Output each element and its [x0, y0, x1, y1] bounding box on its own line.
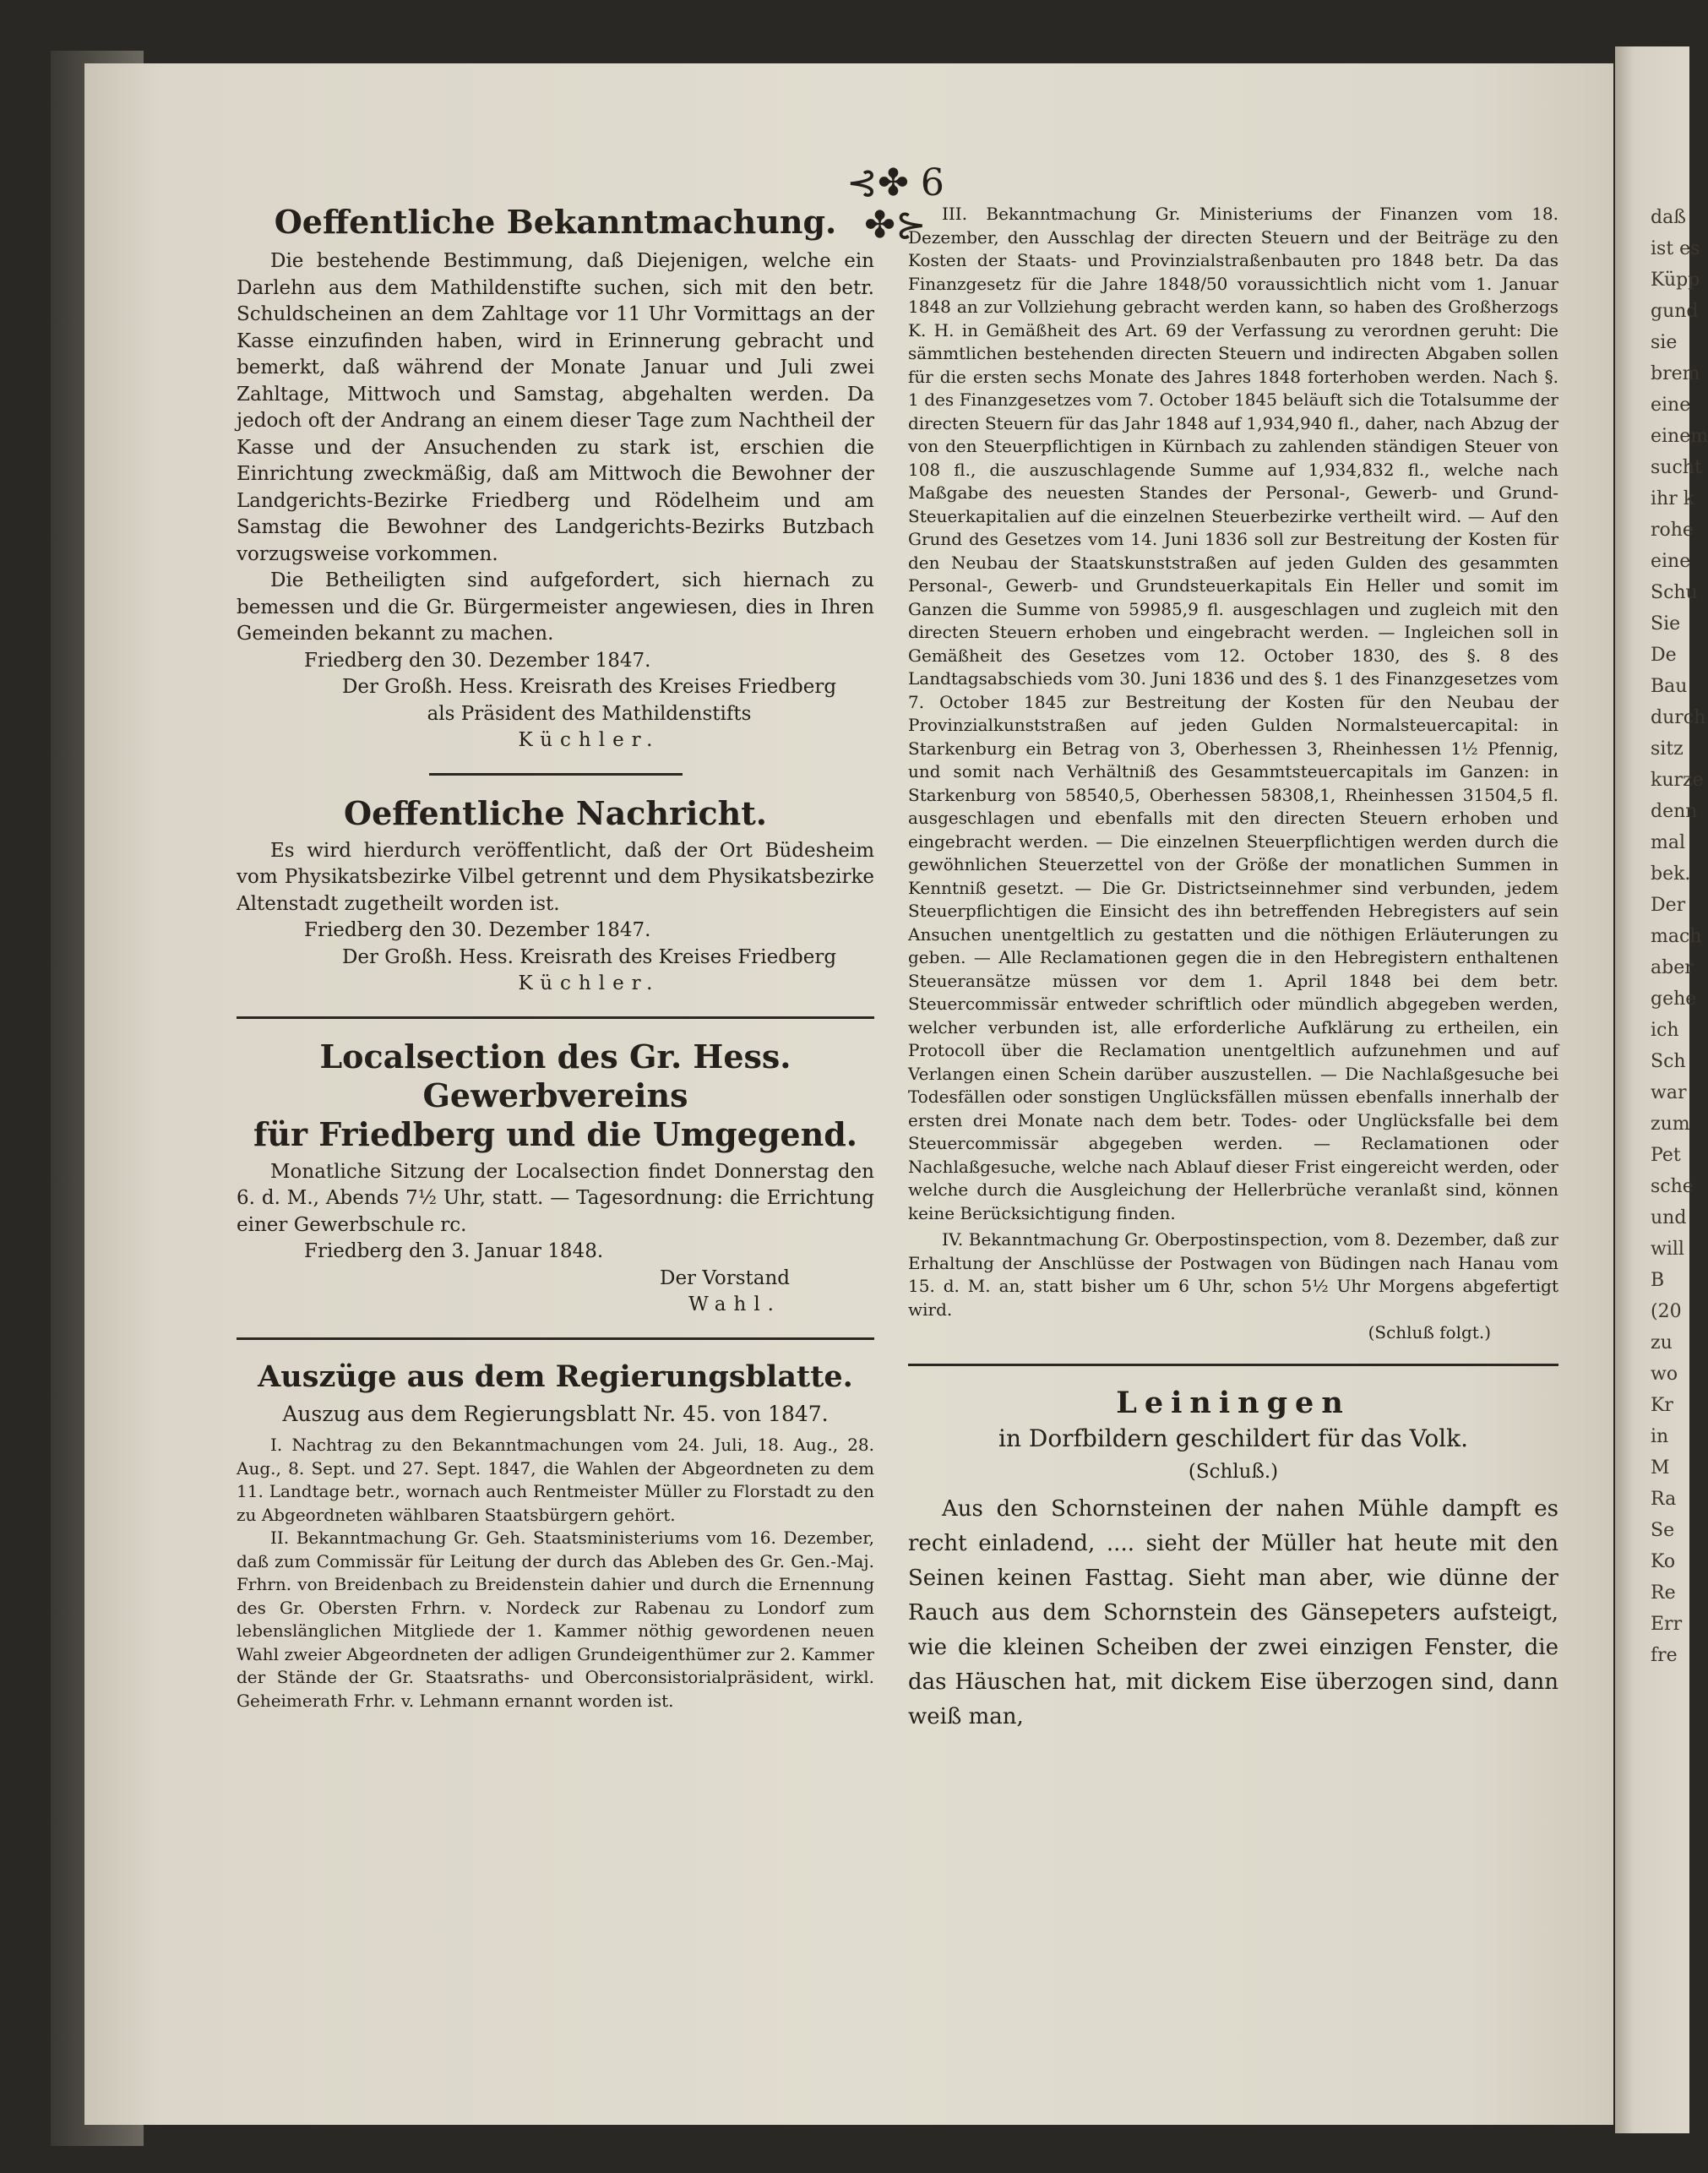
- next-page-fragment: brem: [1651, 363, 1700, 384]
- notice3-dateline: Friedberg den 3. Januar 1848.: [304, 1240, 604, 1262]
- header-ornament-right: ✤⊱: [864, 204, 927, 247]
- next-page-fragment: ist es: [1651, 238, 1700, 259]
- left-column: [237, 203, 874, 1713]
- next-page-fragment: Pet: [1651, 1145, 1681, 1166]
- next-page-fragment: M: [1651, 1457, 1670, 1479]
- story-title: Leiningen: [1116, 1385, 1351, 1420]
- next-page-fragment: Sie: [1651, 613, 1681, 634]
- divider: [237, 1337, 874, 1340]
- next-page-fragment: einem: [1651, 426, 1708, 447]
- next-page-fragment: Ko: [1651, 1551, 1676, 1572]
- next-page-fragment: (20: [1651, 1301, 1682, 1322]
- next-page-fragment: ihr k: [1651, 488, 1695, 509]
- excerpts-title: Auszüge aus dem Regierungsblatte.: [258, 1359, 853, 1394]
- notice1-paragraph1: Die bestehende Bestimmung, daß Diejenigen, welche ein Darlehn aus dem Mathildenstifte suchen, sich mit den betr. Schuldscheinen an dem Zahltage vor 11 Uhr Vormittags an der Kasse einzufinden haben, wird in Erinnerung gebracht und bemerkt, daß während der Monate Januar und Juli zwei Zahltage, Mittwoch und Samstag, abgehalten werden. Da jedoch oft der Andrang an einem dieser Tage zum Nachtheil der Kasse und der Ansuchenden zu stark ist, erschien die Einrichtung zweckmäßig, daß am Mittwoch die Bewohner der Landgerichts-Bezirke Friedberg und Rödelheim und am Samstag die Bewohner des Landgerichts-Bezirks Butzbach vorzugsweise vorkommen.: [237, 250, 874, 565]
- next-page-fragment: Küpp: [1651, 270, 1700, 291]
- next-page-fragment: Se: [1651, 1520, 1675, 1541]
- next-page-fragment: rohe: [1651, 520, 1694, 541]
- next-page-fragment: Err: [1651, 1614, 1683, 1635]
- next-page-fragment: wo: [1651, 1364, 1678, 1385]
- next-page-fragment: sie: [1651, 332, 1678, 353]
- next-page-fragment: zum: [1651, 1114, 1690, 1135]
- excerpt-item4: IV. Bekanntmachung Gr. Oberpostinspection, vom 8. Dezember, daß zur Erhaltung der Anschlüsse der Postwagen von Büdingen nach Hanau vom 15. d. M. an, statt bisher um 6 Uhr, schon 5½ Uhr Morgens abgefertigt wird.: [908, 1229, 1558, 1320]
- notice1-paragraph2: Die Betheiligten sind aufgefordert, sich hiernach zu bemessen und die Gr. Bürgermeister angewiesen, dies in Ihren Gemeinden bekannt zu machen.: [237, 569, 874, 645]
- next-page-fragment: B: [1651, 1270, 1665, 1291]
- notice2-dateline: Friedberg den 30. Dezember 1847.: [304, 919, 651, 941]
- excerpt-item3: III. Bekanntmachung Gr. Ministeriums der Finanzen vom 18. Dezember, den Ausschlag der directen Steuern und der Beiträge zu den Kosten der Staats- und Provinzialstraßenbauten pro 1848 betr. Da das Finanzgesetz für die Jahre 1848/50 voraussichtlich nicht vom 1. Januar 1848 an zur Vollziehung gebracht werden kann, so haben des Großherzogs K. H. in Gemäßheit des Art. 69 der Verfassung zu verordnen geruht: Die sämmtlichen bestehenden directen Steuern und indirecten Abgaben sollen für die ersten sechs Monate des Jahres 1848 forterhoben werden. Nach §. 1 des Finanzgesetzes vom 7. October 1845 beläuft sich die Totalsumme der directen Steuern für das Jahr 1848 auf 1,934,940 fl., daher, nach Abzug der von den Steuerpflichtigen in Kürnbach zu zahlenden ständigen Steuer von 108 fl., die auszuschlagende Summe auf 1,934,832 fl., welche nach Maßgabe des neuesten Standes der Personal-, Gewerb- und Grund-Steuerkapitalien auf die einzelnen Steuerbezirke vertheilt wird. — Auf den Grund des Gesetzes vom 14. Juni 1836 soll zur Bestreitung der Kosten für den Neubau der Staatskunststraßen auf jeden Gulden des gesammten Personal-, Gewerb- und Grundsteuerkapitals Ein Heller und somit im Ganzen die Summe von 59985,9 fl. ausgeschlagen und zugleich mit den directen Steuern erhoben und eingebracht werden. — Ingleichen soll in Gemäßheit des Gesetzes vom 12. October 1830, des §. 8 des Landtagsabschieds vom 30. Juni 1836 und des §. 1 des Finanzgesetzes vom 7. October 1845 zur Bestreitung der Kosten für den Neubau der Provinzialkunststraßen auf jeden Gulden Normalsteuercapital: in Starkenburg ein Betrag von 3, Oberhessen 3, Rheinhessen 1½ Pfennig, und somit nach Verhältniß des Gesammtsteuercapitals im Ganzen: in Starkenburg von 58540,5, Oberhessen 58308,1, Rheinhessen 31504,5 fl. ausgeschlagen und ebenfalls mit den directen Steuern erhoben und eingebracht werden. — Die einzelnen Steuerpflichtigen werden durch die gewöhnlichen Steuerzettel von der Größe der monatlichen Summen in Kenntniß gesetzt. — Die Gr. Districtseinnehmer sind verbunden, jedem Steuerpflichtigen die Einsicht des ihn betreffenden Hebregisters auf sein Ansuchen unentgeltlich zu gestatten und die nöthigen Erläuterungen zu geben. — Alle Reclamationen gegen die in den Hebregistern enthaltenen Steueransätze müssen vor dem 1. April 1848 bei dem betr. Steuercommissär entweder schriftlich oder mündlich abgegeben werden, welcher verbunden ist, alle erforderliche Aufklärung zu ertheilen, ein Protocoll über die Reclamation unentgeltlich aufzunehmen und auf Verlangen einen Schein darüber auszustellen. — Die Nachlaßgesuche bei Todesfällen oder sonstigen Unglücksfällen müssen ebenfalls innerhalb der ersten drei Monate nach dem betr. Todes- oder Unglücksfalle bei dem Steuercommissär abgegeben werden. — Reclamationen oder Nachlaßgesuche, welche nach Ablauf dieser Frist eingereicht werden, oder welche durch die Ausgleichung der Hellerbrüche veranlaßt sind, können keine Berücksichtigung finden.: [908, 204, 1558, 1223]
- next-page-fragment: gund: [1651, 301, 1699, 322]
- next-page-fragment: Ra: [1651, 1489, 1677, 1510]
- next-page-fragment: sitz: [1651, 738, 1684, 760]
- excerpts-section: [237, 1359, 874, 1713]
- next-page-fragment: De: [1651, 645, 1677, 666]
- next-page-fragment: in: [1651, 1426, 1669, 1447]
- notice1-signature2: als Präsident des Mathildenstifts: [427, 702, 752, 725]
- next-page-fragment: gehe: [1651, 988, 1697, 1010]
- notice2-paragraph: Es wird hierdurch veröffentlicht, daß der Ort Büdesheim vom Physikatsbezirke Vilbel getrennt und dem Physikatsbezirke Altenstadt zugetheilt worden ist.: [237, 839, 874, 915]
- notice3-title-line2: für Friedberg und die Umgegend.: [253, 1114, 858, 1153]
- notice3-paragraph: Monatliche Sitzung der Localsection findet Donnerstag den 6. d. M., Abends 7½ Uhr, statt. — Tagesordnung: die Errichtung einer Gewerbschule rc.: [237, 1160, 874, 1236]
- notice1-dateline: Friedberg den 30. Dezember 1847.: [304, 649, 651, 672]
- story-subtitle: in Dorfbildern geschildert für das Volk.: [998, 1424, 1468, 1452]
- notice1-title: Oeffentliche Bekanntmachung.: [274, 203, 837, 241]
- header-ornament-left: ⊰✤: [846, 161, 909, 204]
- next-page-fragment: und: [1651, 1207, 1687, 1228]
- next-page-fragment: war: [1651, 1082, 1687, 1103]
- next-page-fragment: ich: [1651, 1020, 1679, 1041]
- notice-gewerbverein: [237, 1037, 874, 1319]
- next-page-fragment: eine: [1651, 551, 1691, 572]
- divider: [237, 1016, 874, 1019]
- next-page-fragment: durch: [1651, 707, 1706, 728]
- story-conclusion: (Schluß.): [1188, 1460, 1279, 1483]
- next-page-fragment: sucht: [1651, 457, 1702, 478]
- page-number: 6: [920, 161, 944, 204]
- next-page-fragment: Schu: [1651, 582, 1698, 603]
- next-page-edge: [1615, 46, 1708, 2133]
- next-page-fragment: eine: [1651, 395, 1691, 416]
- notice3-signature1: Der Vorstand: [660, 1266, 790, 1289]
- notice2-signature1: Der Großh. Hess. Kreisrath des Kreises Friedberg: [341, 945, 837, 968]
- notice3-title-line1: Localsection des Gr. Hess. Gewerbvereins: [319, 1037, 791, 1114]
- next-page-fragment: aber: [1651, 957, 1694, 978]
- notice2-signature-name: Küchler.: [518, 972, 661, 994]
- right-column: [908, 203, 1558, 1735]
- continued-note: (Schluß folgt.): [1368, 1322, 1491, 1342]
- next-page-fragment: Der: [1651, 895, 1686, 916]
- notice-bekanntmachung: [237, 203, 874, 754]
- excerpt-item1: I. Nachtrag zu den Bekanntmachungen vom 24. Juli, 18. Aug., 28. Aug., 8. Sept. und 27. Sept. 1847, die Wahlen der Abgeordneten zu dem 11. Landtage betr., wornach auch Rentmeister Müller zu Florstadt zu den zu Abgeordneten wählbaren Staatsbürgern gehört.: [237, 1435, 874, 1525]
- next-page-fragment: zu: [1651, 1332, 1673, 1353]
- next-page-fragment: Bau: [1651, 676, 1688, 697]
- next-page-fragment: kurze: [1651, 770, 1704, 791]
- notice1-signature1: Der Großh. Hess. Kreisrath des Kreises Friedberg: [341, 676, 837, 698]
- next-page-fragment: Re: [1651, 1582, 1676, 1604]
- notice-nachricht: [237, 794, 874, 998]
- excerpts-subtitle: Auszug aus dem Regierungsblatt Nr. 45. von 1847.: [282, 1401, 829, 1426]
- next-page-fragment: fre: [1651, 1645, 1678, 1666]
- next-page-fragment: mach: [1651, 926, 1702, 947]
- excerpt-item2: II. Bekanntmachung Gr. Geh. Staatsministeriums vom 16. Dezember, daß zum Commissär für Leitung der durch das Ableben des Gr. Gen.-Maj. Frhrn. von Breidenbach zu Breidenstein dahier und durch die Ernennung des Gr. Obersten Frhrn. v. Nordeck zur Rabenau zu Londorf zum lebenslänglichen Mitgliede der 1. Kammer nöthig gewordenen neuen Wahl zweier Abgeordneten der adligen Grundeigenthümer zur 2. Kammer der Stände der Gr. Staatsraths- und Oberconsistorialpräsident, wirkl. Geheimerath Frhr. v. Lehmann ernannt worden ist.: [237, 1528, 874, 1711]
- story-paragraph: Aus den Schornsteinen der nahen Mühle dampft es recht einladend, .... sieht der Müller hat heute mit den Seinen keinen Fasttag. Sieht man aber, wie dünne der Rauch aus dem Schornstein des Gänsepeters aufsteigt, wie die kleinen Scheiben der zwei einzigen Fenster, die das Häuschen hat, mit dickem Eise überzogen sind, dann weiß man,: [908, 1496, 1558, 1729]
- divider: [429, 773, 683, 776]
- notice3-signature-name: Wahl.: [688, 1293, 781, 1315]
- next-page-fragment: Kr: [1651, 1395, 1673, 1416]
- notice2-title: Oeffentliche Nachricht.: [344, 793, 767, 832]
- story-section: [908, 1385, 1558, 1735]
- next-page-fragment: sche: [1651, 1176, 1694, 1197]
- divider: [908, 1364, 1558, 1366]
- next-page-fragment: mal: [1651, 832, 1686, 853]
- next-page-fragment: daß: [1651, 207, 1686, 228]
- notice1-signature-name: Küchler.: [518, 729, 661, 751]
- next-page-fragment: denn: [1651, 801, 1698, 822]
- next-page-fragment: will: [1651, 1239, 1684, 1260]
- next-page-fragment: Sch: [1651, 1051, 1686, 1072]
- next-page-fragment: bek.: [1651, 863, 1691, 885]
